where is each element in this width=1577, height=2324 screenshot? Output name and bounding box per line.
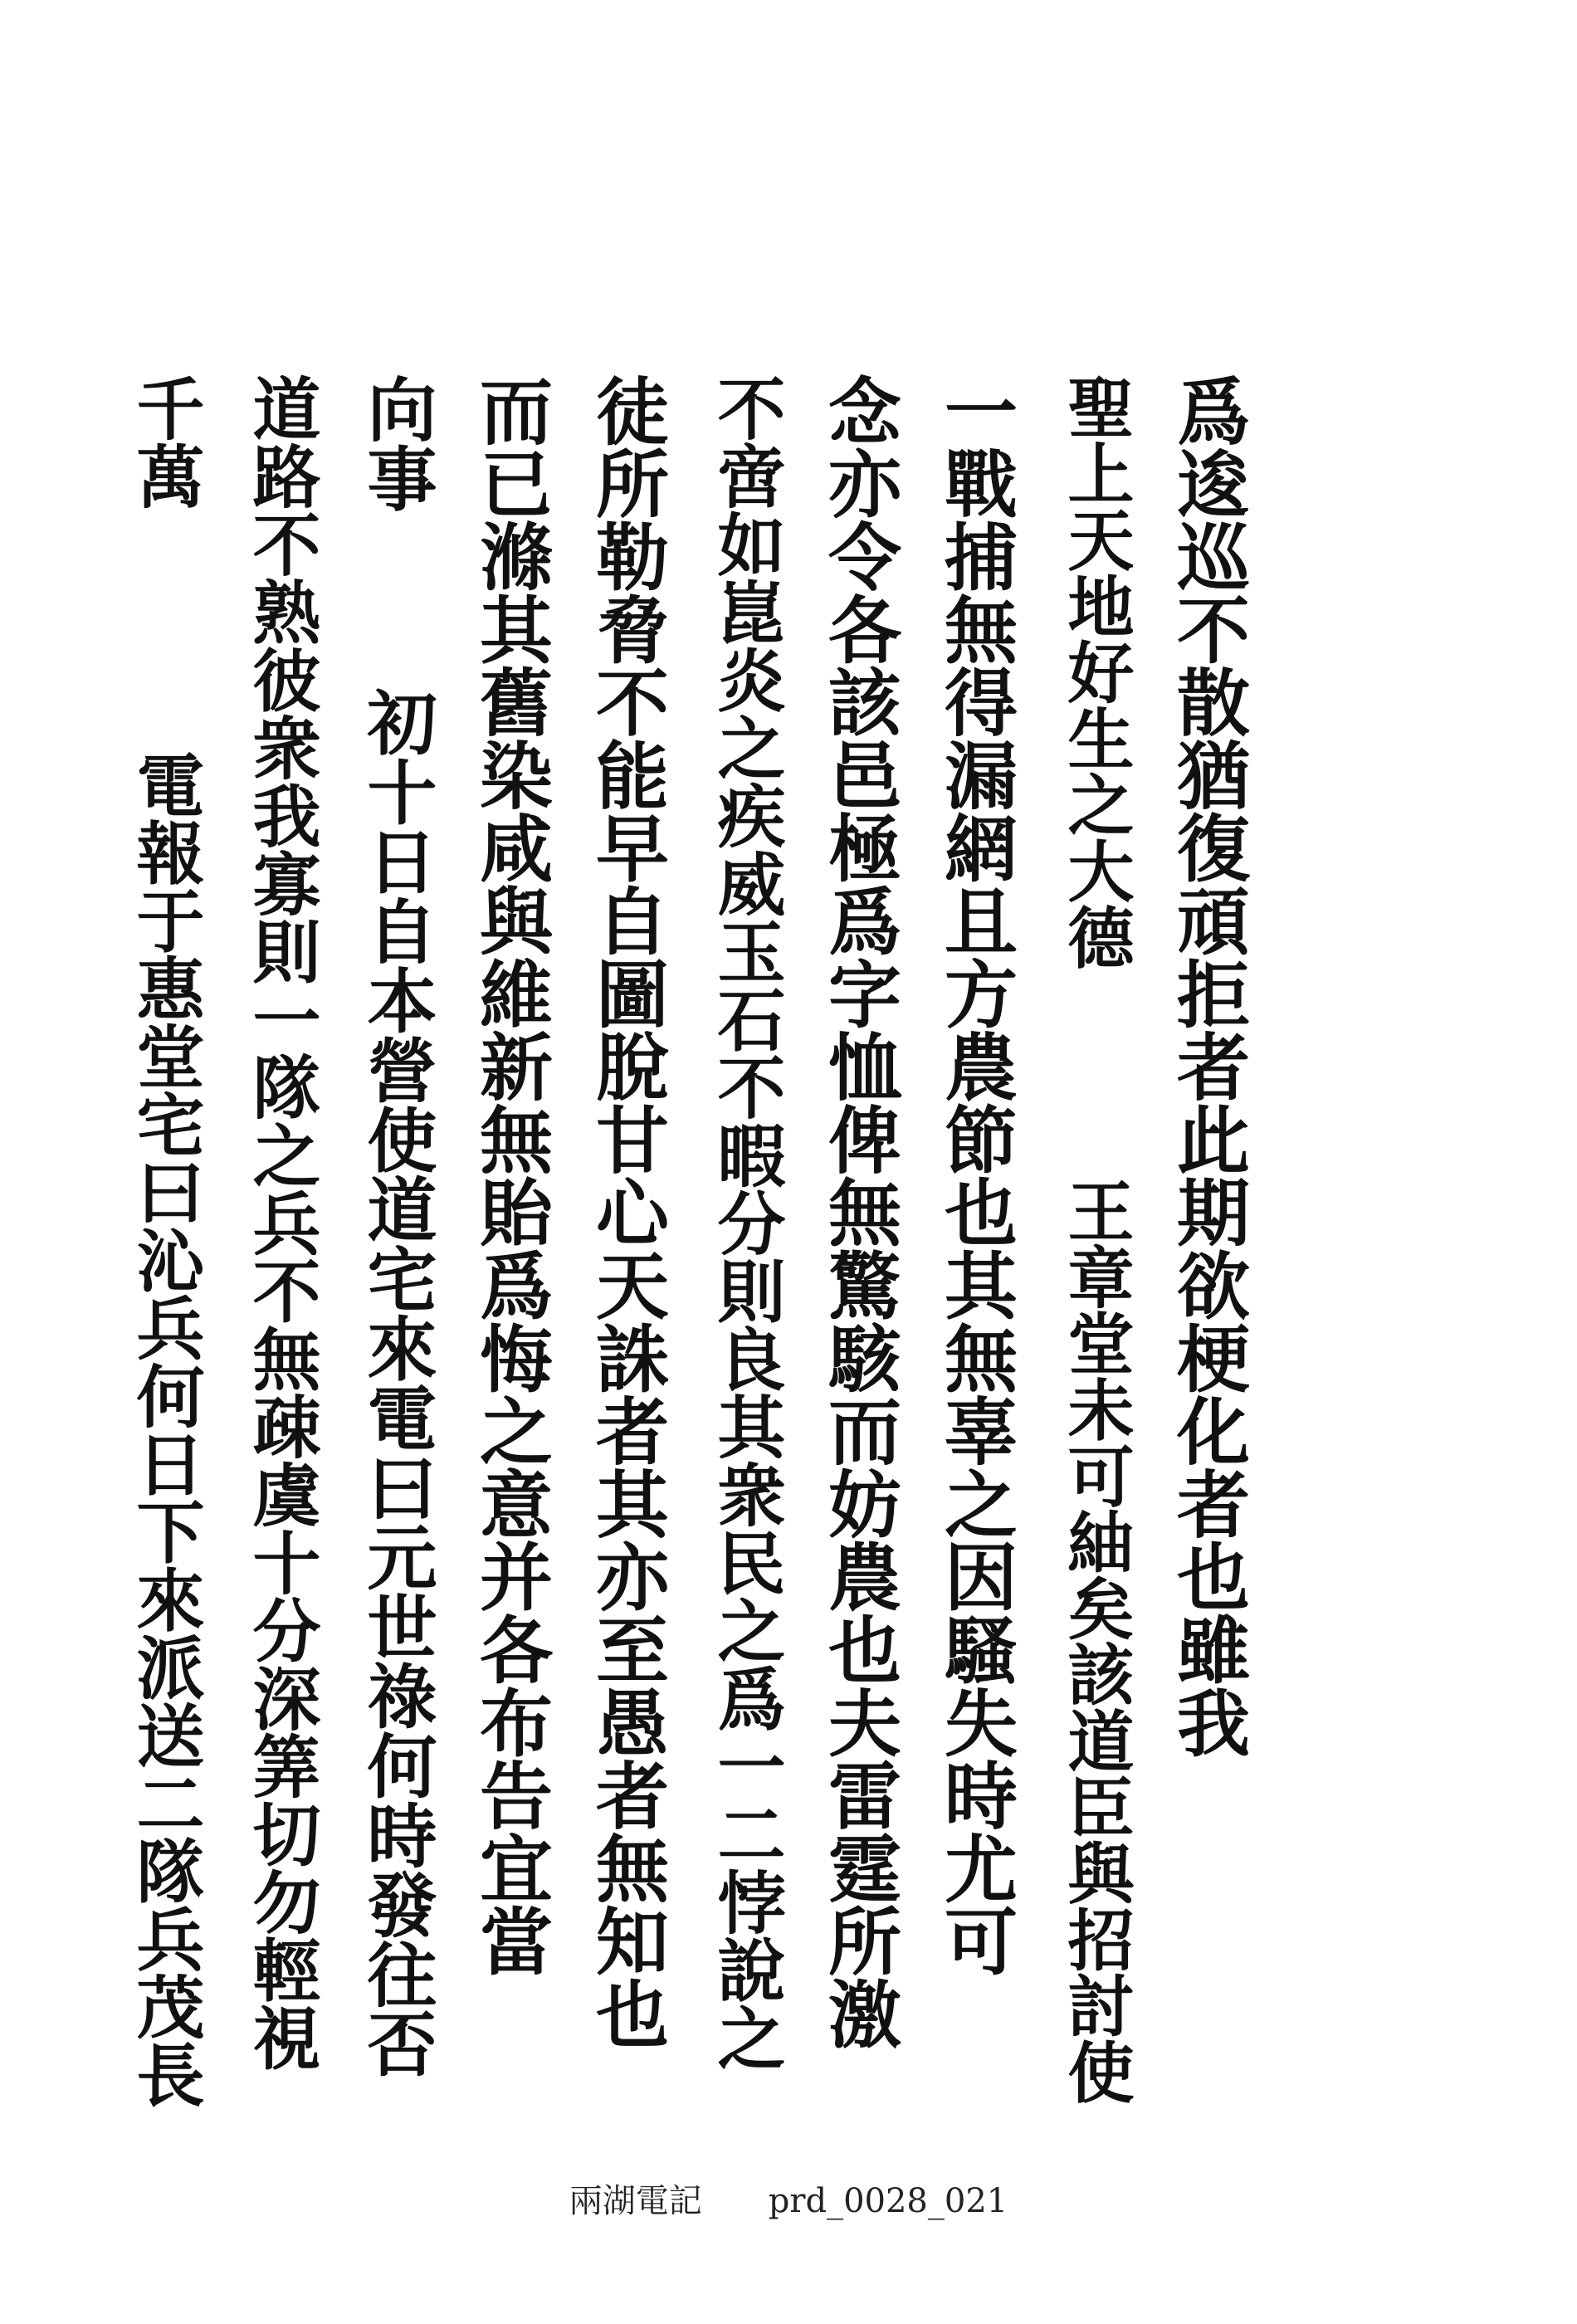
text-column-1 (1165, 374, 1252, 1759)
footer-code: prd_0028_021 (768, 2182, 1008, 2220)
text-column-7 (468, 374, 554, 1977)
column-text: 道路不熟彼衆我寡則一隊之兵不無疎虞十分深筭切勿輕視 (242, 374, 321, 2072)
column-text-continued: 王章堂未可紬矣該道臣與招討使 (1057, 1177, 1135, 2105)
column-text: 徒所勒脅不能早自圖脫甘心天誅者其亦至愚者無知也 (584, 374, 671, 2050)
text-column-3 (933, 374, 1019, 1977)
text-column-10 (125, 374, 205, 2108)
column-text-continued: 初十日自本營使道宅來電曰元世祿何時發往否 (356, 686, 438, 2078)
text-column-4 (817, 374, 903, 2050)
column-text: 聖上天地好生之大德 (1057, 374, 1135, 970)
column-text: 念亦令各該邑極爲字恤俾無驚駭而妨農也夫雷霆所激 (817, 374, 903, 2050)
column-text: 一戰捕無得漏網且方農節也其無辜之因騷失時尤可 (933, 374, 1019, 1977)
footer-title: 兩湖電記 (569, 2182, 702, 2220)
column-text-continued: 電報于惠堂宅曰沁兵何日下來派送二隊兵茂長 (125, 749, 205, 2108)
text-column-2 (1057, 374, 1135, 2105)
column-text: 千萬 (125, 374, 205, 510)
text-column-6 (584, 374, 671, 2050)
text-column-5 (706, 374, 786, 2072)
text-column-8 (356, 374, 438, 2078)
column-text: 而已滌其舊染咸與維新無貽爲悔之意并各布告宜當 (468, 374, 554, 1977)
column-text: 向事 (356, 374, 438, 513)
page-footer (0, 2175, 1577, 2222)
column-text: 不啻如崑炎之疾威玉石不暇分則良其衆民之爲一二悖說之 (706, 374, 786, 2072)
text-column-9 (242, 374, 321, 2072)
column-text: 爲逡巡不散猶復頑拒者此期欲梗化者也雖我 (1165, 374, 1252, 1759)
